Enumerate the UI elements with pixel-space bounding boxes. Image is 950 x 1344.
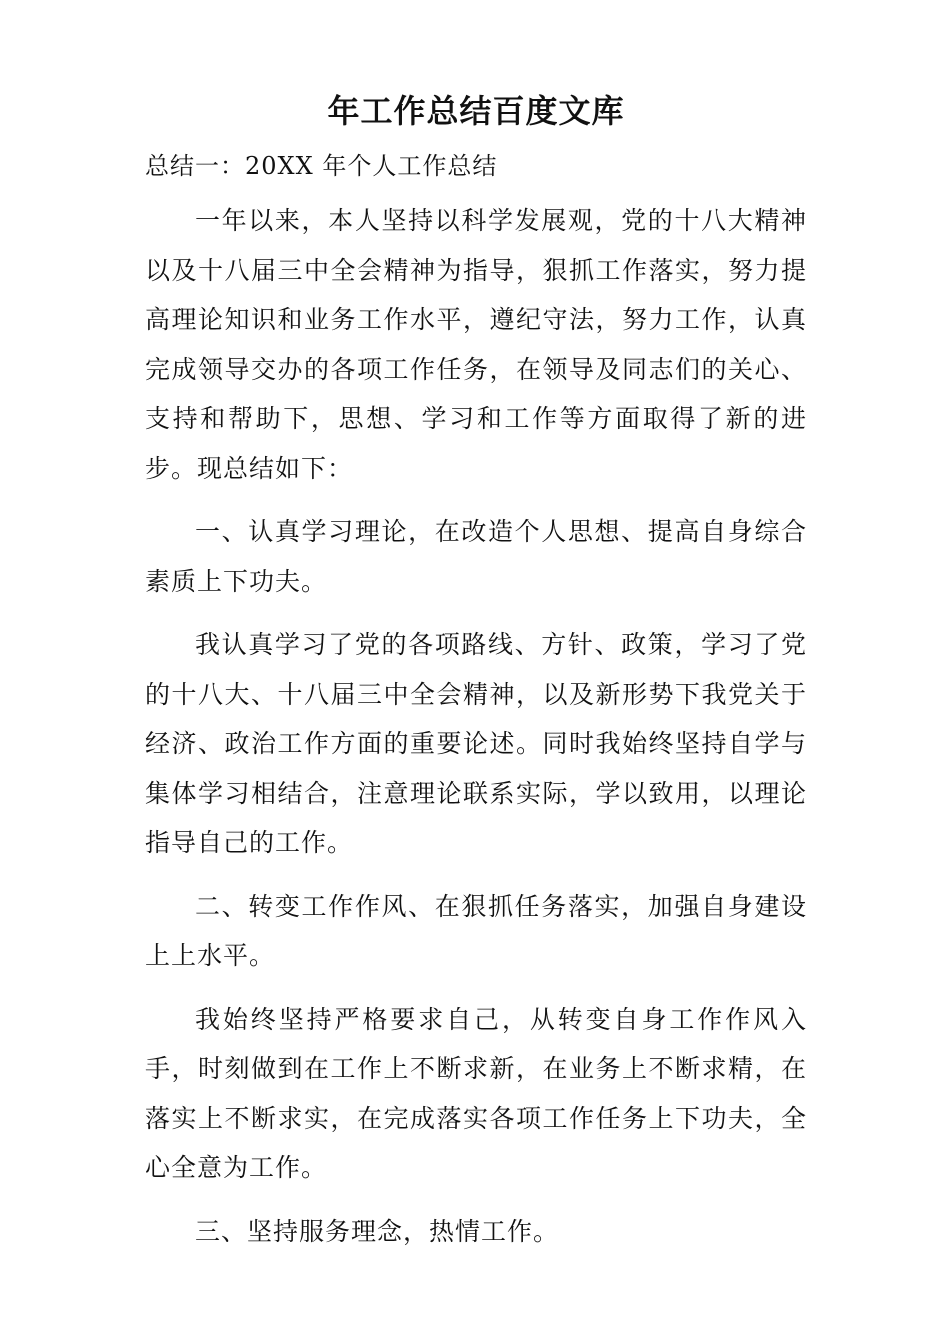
document-subtitle: 总结一：20XX 年个人工作总结: [145, 152, 498, 180]
paragraph-heading-3: 三、坚持服务理念，热情工作。: [195, 1216, 560, 1246]
document-title: 年工作总结百度文库: [327, 92, 625, 130]
paragraph-heading-2: 二、转变工作作风、在狠抓任务落实，加强自身建设上上水平。: [145, 891, 807, 970]
paragraph-work-style: 我始终坚持严格要求自己，从转变自身工作作风入手，时刻做到在工作上不断求新，在业务上不断求精，在落实上不断求实，在完成落实各项工作任务上下功夫，全心全意为工作。: [145, 1004, 807, 1182]
paragraph-heading-1: 一、认真学习理论，在改造个人思想、提高自身综合素质上下功夫。: [145, 517, 807, 596]
paragraph-intro: 一年以来，本人坚持以科学发展观，党的十八大精神以及十八届三中全会精神为指导，狠抓工作落实，努力提高理论知识和业务工作水平，遵纪守法，努力工作，认真完成领导交办的各项工作任务，在领导及同志们的关心、支持和帮助下，思想、学习和工作等方面取得了新的进步。现总结如下：: [145, 206, 807, 483]
paragraph-study: 我认真学习了党的各项路线、方针、政策，学习了党的十八大、十八届三中全会精神，以及新形势下我党关于经济、政治工作方面的重要论述。同时我始终坚持自学与集体学习相结合，注意理论联系实际，学以致用，以理论指导自己的工作。: [145, 630, 807, 857]
